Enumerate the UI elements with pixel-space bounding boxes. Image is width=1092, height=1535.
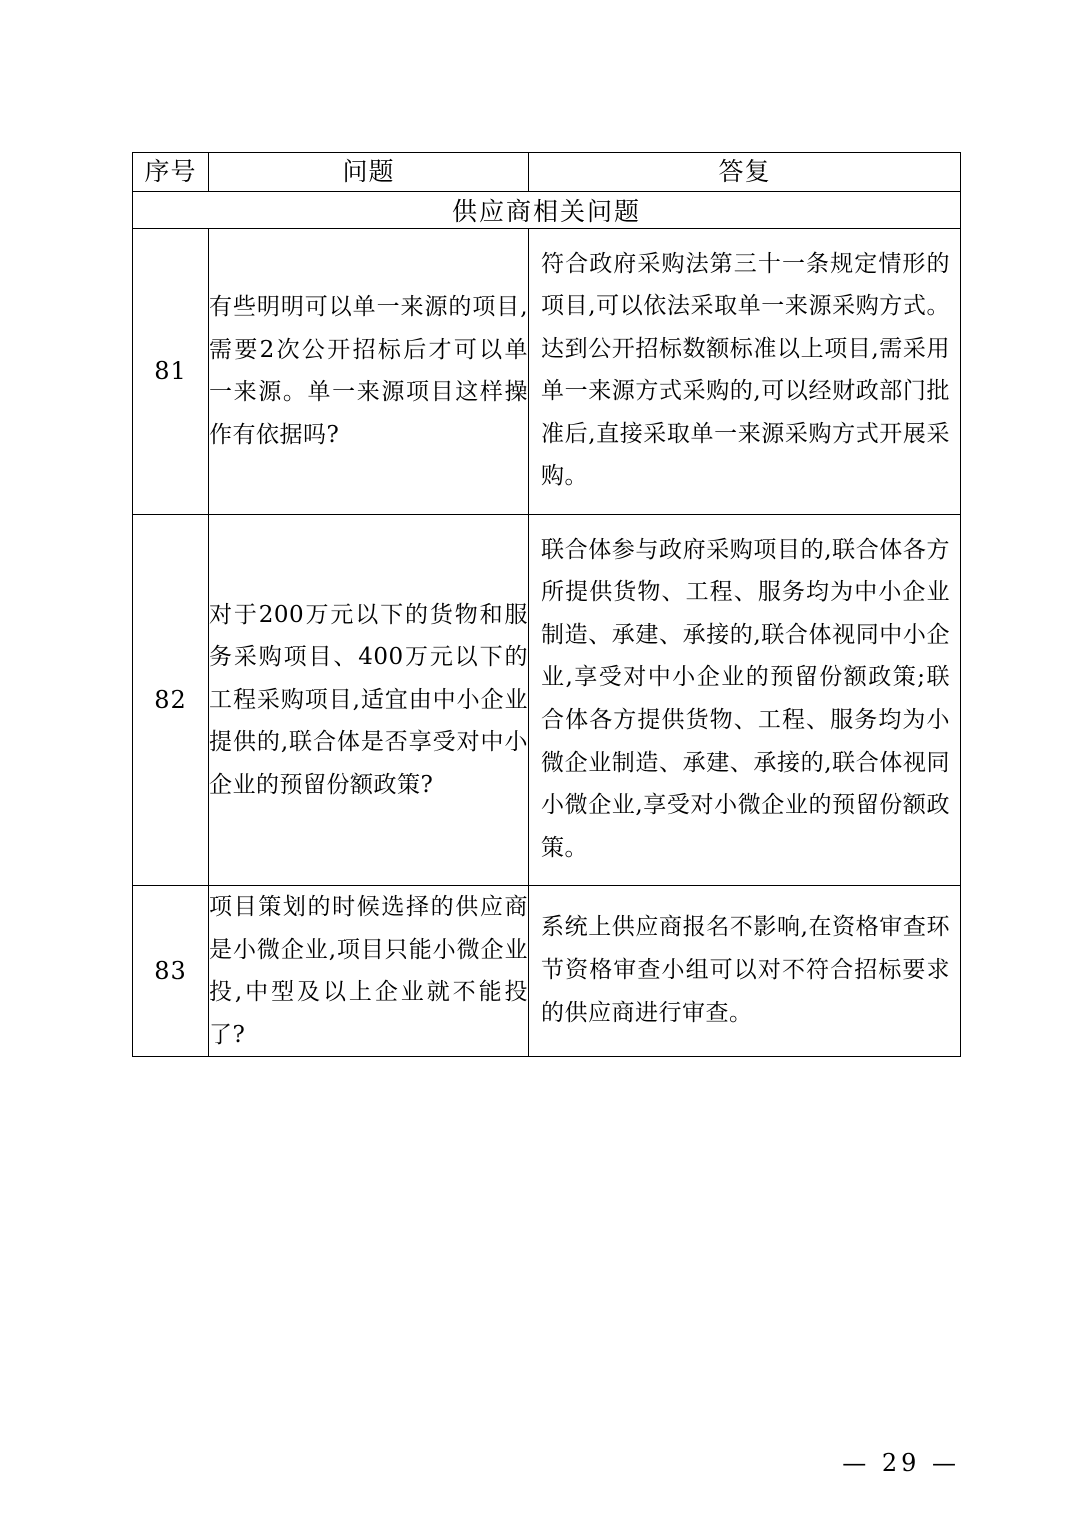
- row-answer: 系统上供应商报名不影响,在资格审查环节资格审查小组可以对不符合招标要求的供应商进行审查。: [529, 886, 961, 1057]
- row-answer: 联合体参与政府采购项目的,联合体各方所提供货物、工程、服务均为中小企业制造、承建、承接的,联合体视同中小企业,享受对中小企业的预留份额政策;联合体各方提供货物、工程、服务均为小微企业制造、承建、承接的,联合体视同小微企业,享受对小微企业的预留份额政策。: [529, 514, 961, 885]
- row-question: 对于200万元以下的货物和服务采购项目、400万元以下的工程采购项目,适宜由中小企业提供的,联合体是否享受对中小企业的预留份额政策?: [209, 514, 529, 885]
- row-answer: 符合政府采购法第三十一条规定情形的项目,可以依法采取单一来源采购方式。达到公开招标数额标准以上项目,需采用单一来源方式采购的,可以经财政部门批准后,直接采取单一来源采购方式开展采购。: [529, 228, 961, 514]
- row-number: 82: [133, 514, 209, 885]
- page-number: — 29 —: [842, 1449, 960, 1477]
- table-row: [133, 228, 961, 514]
- section-title-row: [133, 191, 961, 228]
- header-cell-no: 序号: [133, 153, 209, 192]
- header-cell-answer: 答复: [529, 153, 961, 192]
- table-row: [133, 886, 961, 1057]
- row-question: 项目策划的时候选择的供应商是小微企业,项目只能小微企业投,中型及以上企业就不能投了?: [209, 886, 529, 1057]
- row-number: 81: [133, 228, 209, 514]
- section-title: 供应商相关问题: [133, 191, 961, 228]
- row-number: 83: [133, 886, 209, 1057]
- qa-table: [132, 152, 961, 1057]
- table-row: [133, 514, 961, 885]
- table-header-row: [133, 153, 961, 192]
- row-question: 有些明明可以单一来源的项目,需要2次公开招标后才可以单一来源。单一来源项目这样操作有依据吗?: [209, 228, 529, 514]
- header-cell-question: 问题: [209, 153, 529, 192]
